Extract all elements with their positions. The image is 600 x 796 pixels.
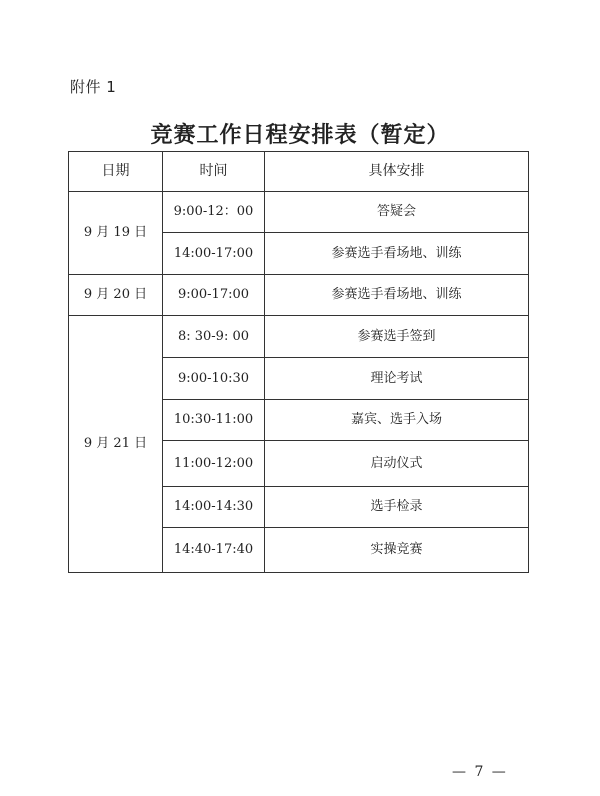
arrangement-cell: 启动仪式 [265, 441, 529, 487]
arrangement-cell: 参赛选手签到 [265, 316, 529, 358]
page-number: — 7 — [452, 764, 508, 780]
arrangement-cell: 答疑会 [265, 192, 529, 233]
time-cell: 8: 30-9: 00 [163, 316, 265, 358]
table-row [69, 316, 529, 358]
header-arrangement: 具体安排 [265, 152, 529, 192]
page-title: 竞赛工作日程安排表（暂定） [150, 122, 450, 148]
arrangement-cell: 理论考试 [265, 358, 529, 400]
time-cell: 14:40-17:40 [163, 528, 265, 573]
time-cell: 9:00-12：00 [163, 192, 265, 233]
time-cell: 9:00-10:30 [163, 358, 265, 400]
arrangement-cell: 参赛选手看场地、训练 [265, 275, 529, 316]
date-cell: 9 月 19 日 [69, 192, 163, 275]
time-cell: 11:00-12:00 [163, 441, 265, 487]
time-cell: 9:00-17:00 [163, 275, 265, 316]
schedule-table [68, 151, 529, 573]
attachment-label: 附件 1 [70, 78, 117, 96]
table-header-row [69, 152, 529, 192]
arrangement-cell: 选手检录 [265, 487, 529, 528]
table-row [69, 275, 529, 316]
arrangement-cell: 嘉宾、选手入场 [265, 400, 529, 441]
header-time: 时间 [163, 152, 265, 192]
table-row [69, 192, 529, 233]
arrangement-cell: 参赛选手看场地、训练 [265, 233, 529, 275]
time-cell: 14:00-17:00 [163, 233, 265, 275]
header-date: 日期 [69, 152, 163, 192]
time-cell: 14:00-14:30 [163, 487, 265, 528]
date-cell: 9 月 20 日 [69, 275, 163, 316]
time-cell: 10:30-11:00 [163, 400, 265, 441]
date-cell: 9 月 21 日 [69, 316, 163, 573]
arrangement-cell: 实操竞赛 [265, 528, 529, 573]
